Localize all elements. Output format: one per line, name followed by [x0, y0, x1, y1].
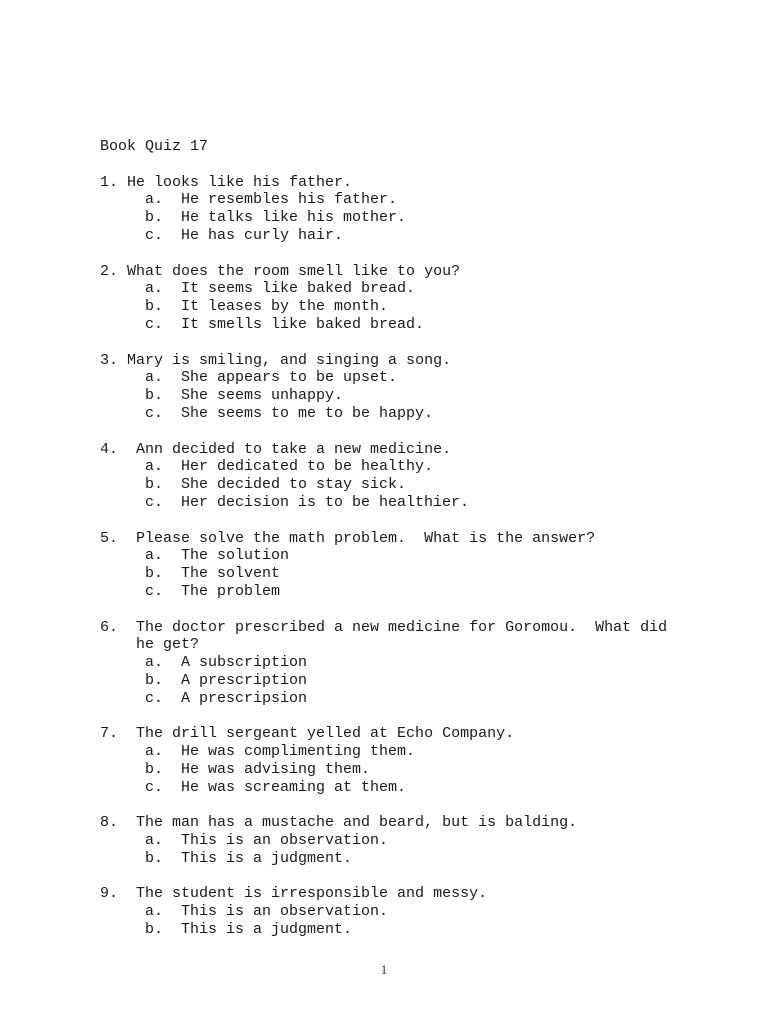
option-text: A prescripsion	[181, 689, 308, 707]
option-text: He was complimenting them.	[181, 743, 416, 761]
answer-option	[100, 903, 700, 921]
option-text: The solution	[181, 547, 290, 565]
page-number: 1	[380, 962, 388, 977]
option-text: Her decision is to be healthier.	[181, 493, 470, 511]
answer-option	[100, 458, 700, 476]
option-letter: a.	[145, 369, 164, 387]
document-page	[100, 138, 700, 957]
answer-option	[100, 227, 700, 245]
question-text: Please solve the math problem. What is the answer?	[136, 529, 596, 547]
question-text: The student is irresponsible and messy.	[136, 885, 488, 903]
option-text: It seems like baked bread.	[181, 280, 416, 298]
answer-option	[100, 690, 700, 708]
option-text: This is a judgment.	[181, 921, 353, 939]
option-text: The solvent	[181, 565, 281, 583]
question-number: 3.	[100, 351, 128, 369]
quiz-question	[100, 814, 700, 867]
question-stem	[100, 352, 700, 370]
quiz-question	[100, 530, 700, 601]
option-letter: b.	[145, 565, 164, 583]
answer-option	[100, 369, 700, 387]
option-text: This is an observation.	[181, 832, 389, 850]
option-letter: a.	[145, 743, 164, 761]
question-stem	[100, 174, 700, 192]
option-text: This is an observation.	[181, 903, 389, 921]
option-letter: c.	[145, 689, 164, 707]
document-title: Book Quiz 17	[100, 138, 209, 155]
answer-option	[100, 779, 700, 797]
option-letter: a.	[145, 903, 164, 921]
option-letter: b.	[145, 849, 164, 867]
question-number: 4.	[100, 440, 137, 458]
question-stem	[100, 619, 700, 637]
answer-option	[100, 583, 700, 601]
answer-option	[100, 547, 700, 565]
option-text: This is a judgment.	[181, 849, 353, 867]
answer-option	[100, 494, 700, 512]
question-number: 8.	[100, 814, 137, 832]
option-text: The problem	[181, 582, 281, 600]
question-text: The doctor prescribed a new medicine for Goromou. What did	[136, 618, 668, 636]
answer-option	[100, 921, 700, 939]
option-letter: b.	[145, 476, 164, 494]
option-text: He talks like his mother.	[181, 209, 407, 227]
option-letter: b.	[145, 760, 164, 778]
answer-option	[100, 476, 700, 494]
option-text: A subscription	[181, 654, 308, 672]
answer-option	[100, 209, 700, 227]
question-stem	[100, 885, 700, 903]
quiz-question	[100, 263, 700, 334]
quiz-question	[100, 174, 700, 245]
answer-option	[100, 280, 700, 298]
answer-option	[100, 316, 700, 334]
answer-option	[100, 654, 700, 672]
answer-option	[100, 405, 700, 423]
answer-option	[100, 761, 700, 779]
answer-option	[100, 191, 700, 209]
option-text: He has curly hair.	[181, 226, 344, 244]
option-text: It smells like baked bread.	[181, 315, 425, 333]
option-letter: b.	[145, 671, 164, 689]
question-text-continued: he get?	[136, 636, 200, 654]
answer-option	[100, 832, 700, 850]
answer-option	[100, 743, 700, 761]
question-number: 2.	[100, 262, 128, 280]
quiz-question	[100, 619, 700, 708]
option-text: He resembles his father.	[181, 191, 398, 209]
question-list	[100, 174, 700, 939]
option-letter: c.	[145, 582, 164, 600]
option-letter: b.	[145, 921, 164, 939]
question-number: 7.	[100, 725, 137, 743]
option-letter: b.	[145, 298, 164, 316]
option-text: She seems unhappy.	[181, 387, 344, 405]
option-letter: c.	[145, 778, 164, 796]
question-stem	[100, 263, 700, 281]
question-text: Ann decided to take a new medicine.	[136, 440, 452, 458]
answer-option	[100, 850, 700, 868]
option-text: A prescription	[181, 671, 308, 689]
option-text: She decided to stay sick.	[181, 476, 407, 494]
question-number: 1.	[100, 173, 128, 191]
option-letter: c.	[145, 226, 164, 244]
option-text: It leases by the month.	[181, 298, 389, 316]
option-letter: b.	[145, 387, 164, 405]
question-stem	[100, 441, 700, 459]
option-letter: a.	[145, 191, 164, 209]
option-text: She appears to be upset.	[181, 369, 398, 387]
option-letter: a.	[145, 832, 164, 850]
option-letter: a.	[145, 280, 164, 298]
question-text: He looks like his father.	[127, 173, 353, 191]
option-letter: a.	[145, 458, 164, 476]
option-text: He was advising them.	[181, 760, 371, 778]
question-stem	[100, 725, 700, 743]
option-letter: a.	[145, 547, 164, 565]
question-number: 6.	[100, 618, 137, 636]
quiz-question	[100, 725, 700, 796]
option-text: She seems to me to be happy.	[181, 404, 434, 422]
option-letter: c.	[145, 404, 164, 422]
question-text: The man has a mustache and beard, but is balding.	[136, 814, 578, 832]
option-letter: b.	[145, 209, 164, 227]
quiz-question	[100, 885, 700, 938]
option-letter: c.	[145, 493, 164, 511]
question-text: Mary is smiling, and singing a song.	[127, 351, 452, 369]
question-text: The drill sergeant yelled at Echo Company.	[136, 725, 515, 743]
option-text: Her dedicated to be healthy.	[181, 458, 434, 476]
option-text: He was screaming at them.	[181, 778, 407, 796]
quiz-question	[100, 352, 700, 423]
answer-option	[100, 672, 700, 690]
question-stem	[100, 814, 700, 832]
question-text: What does the room smell like to you?	[127, 262, 461, 280]
question-stem	[100, 530, 700, 548]
quiz-question	[100, 441, 700, 512]
answer-option	[100, 565, 700, 583]
option-letter: c.	[145, 315, 164, 333]
question-number: 9.	[100, 885, 137, 903]
answer-option	[100, 298, 700, 316]
answer-option	[100, 387, 700, 405]
question-number: 5.	[100, 529, 137, 547]
option-letter: a.	[145, 654, 164, 672]
